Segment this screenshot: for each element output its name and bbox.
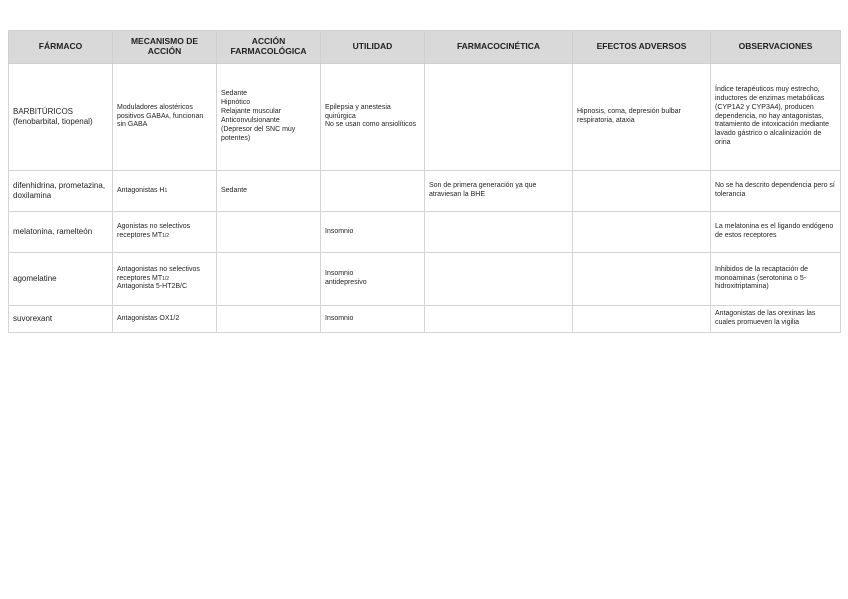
header-utilidad: UTILIDAD [321,31,425,64]
cell-accion [217,212,321,253]
cell-farmaco: melatonina, ramelteón [9,212,113,253]
cell-observaciones: La melatonina es el ligando endógeno de estos receptores [711,212,841,253]
cell-mecanismo: Antagonistas no selectivos receptores MT1/2 Antagonista 5-HT2B/C [113,253,217,306]
table-row [9,306,841,333]
cell-observaciones: Antagonistas de las orexinas las cuales promueven la vigilia [711,306,841,333]
cell-efectos [573,253,711,306]
table-row [9,171,841,212]
cell-utilidad: Insomnio [321,306,425,333]
header-observaciones: OBSERVACIONES [711,31,841,64]
cell-efectos [573,212,711,253]
cell-farmacocinetica [425,306,573,333]
cell-farmaco: difenhidrina, prometazina, doxilamina [9,171,113,212]
cell-farmaco: suvorexant [9,306,113,333]
cell-farmacocinetica [425,253,573,306]
cell-farmaco: BARBITÚRICOS (fenobarbital, tiopenal) [9,64,113,171]
cell-utilidad: Epilepsia y anestesia quirúrgica No se usan como ansiolíticos [321,64,425,171]
pharmacology-table [8,30,841,333]
cell-farmacocinetica [425,212,573,253]
header-mecanismo: MECANISMO DE ACCIÓN [113,31,217,64]
cell-farmacocinetica: Son de primera generación ya que atraviesan la BHE [425,171,573,212]
cell-efectos [573,306,711,333]
cell-observaciones: Inhibidos de la recaptación de monoaminas (serotonina o 5-hidroxitriptamina) [711,253,841,306]
table-header-row [9,31,841,64]
cell-efectos [573,171,711,212]
header-farmacocinetica: FARMACOCINÉTICA [425,31,573,64]
cell-mecanismo: Agonistas no selectivos receptores MT1/2 [113,212,217,253]
table-row [9,64,841,171]
cell-observaciones: No se ha descrito dependencia pero sí tolerancia [711,171,841,212]
cell-utilidad [321,171,425,212]
cell-accion: Sedante Hipnótico Relajante muscular Anticonvulsionante (Depresor del SNC muy potentes) [217,64,321,171]
table-row [9,212,841,253]
cell-utilidad: Insomnio antidepresivo [321,253,425,306]
cell-utilidad: Insomnio [321,212,425,253]
cell-farmacocinetica [425,64,573,171]
cell-observaciones: Índice terapéuticos muy estrecho, inductores de enzimas metabólicas (CYP1A2 y CYP3A4), producen dependencia, no hay antagonistas, tratamiento de intoxicación mediante lavado gástrico o alcalinización de orina [711,64,841,171]
cell-farmaco: agomelatine [9,253,113,306]
cell-mecanismo: Antagonistas H1 [113,171,217,212]
header-efectos: EFECTOS ADVERSOS [573,31,711,64]
cell-accion [217,306,321,333]
table-row [9,253,841,306]
cell-efectos: Hipnosis, coma, depresión bulbar respiratoria, ataxia [573,64,711,171]
cell-mecanismo: Antagonistas OX1/2 [113,306,217,333]
header-farmaco: FÁRMACO [9,31,113,64]
cell-accion [217,253,321,306]
header-accion: ACCIÓN FARMACOLÓGICA [217,31,321,64]
cell-mecanismo: Moduladores alostéricos positivos GABAA, funcionan sin GABA [113,64,217,171]
cell-accion: Sedante [217,171,321,212]
